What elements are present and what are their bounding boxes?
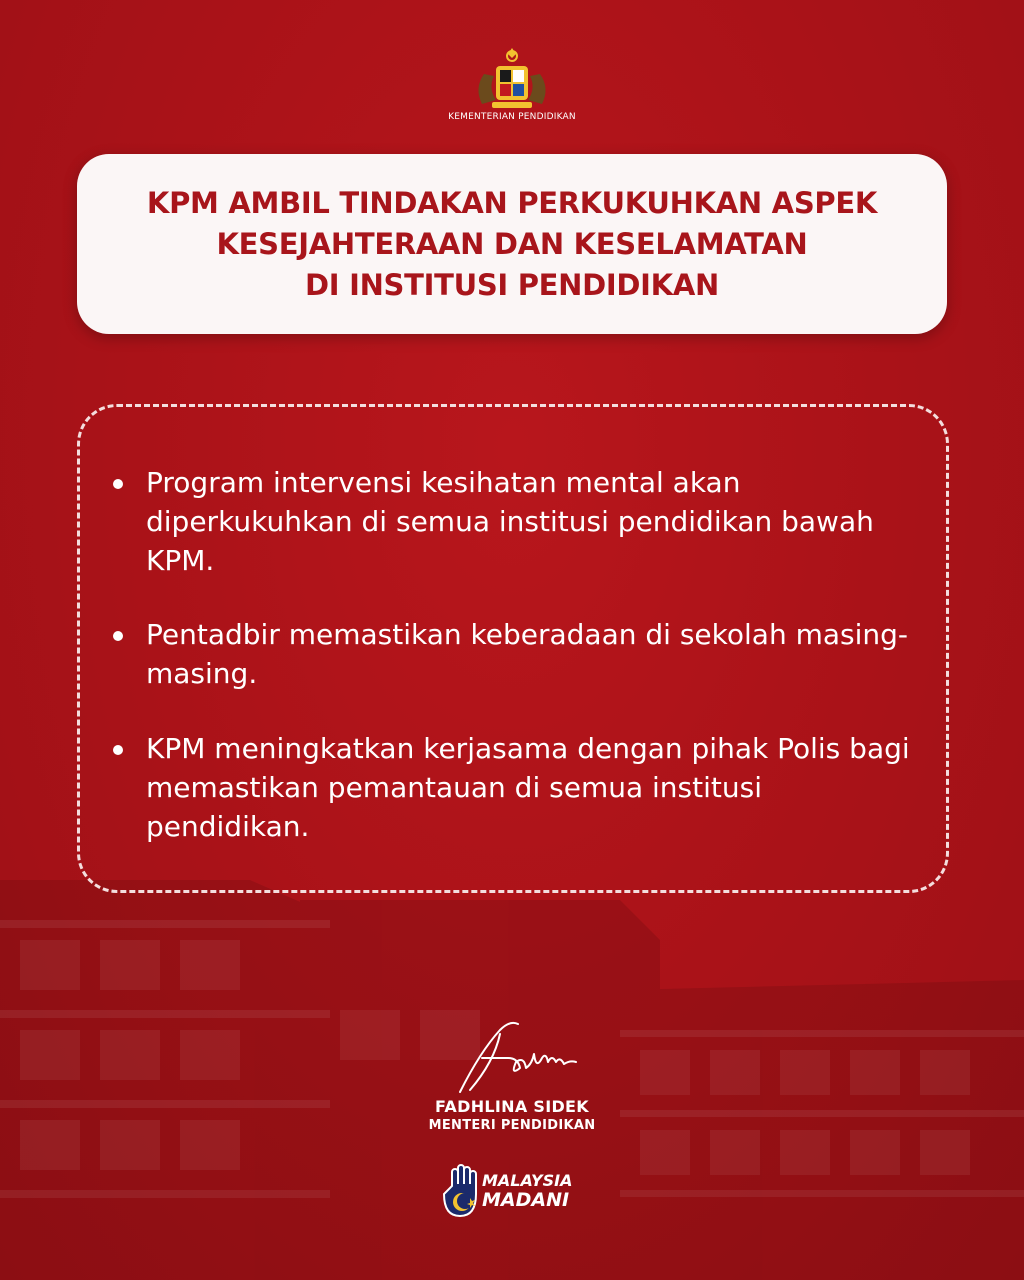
title-card xyxy=(77,154,947,334)
title-line-1: KPM AMBIL TINDAKAN PERKUKUHKAN ASPEK xyxy=(146,185,878,220)
signature-image xyxy=(440,1012,600,1102)
bullet-point-text: Program intervensi kesihatan mental akan diperkukuhkan di semua institusi pendidikan bawah KPM. xyxy=(146,466,874,577)
brand-line-2: MADANI xyxy=(482,1189,570,1211)
brand-line-1: MALAYSIA xyxy=(482,1171,573,1190)
bullet-point-1 xyxy=(113,463,913,580)
title-line-2: KESEJAHTERAAN DAN KESELAMATAN xyxy=(216,226,808,261)
minister-name: FADHLINA SIDEK xyxy=(435,1097,589,1116)
title-line-3: DI INSTITUSI PENDIDIKAN xyxy=(305,267,719,302)
bullet-icon xyxy=(113,479,123,489)
bullet-point-3 xyxy=(113,729,913,846)
bullet-point-text: KPM meningkatkan kerjasama dengan pihak Polis bagi memastikan pemantauan di semua institusi pendidikan. xyxy=(146,732,910,843)
ministry-label: KEMENTERIAN PENDIDIKAN xyxy=(448,112,576,122)
coat-of-arms-icon xyxy=(462,44,562,112)
bullet-point-text: Pentadbir memastikan keberadaan di sekolah masing-masing. xyxy=(146,618,909,690)
bullet-icon xyxy=(113,631,123,641)
malaysia-madani-logo-icon xyxy=(442,1164,486,1220)
minister-role: MENTERI PENDIDIKAN xyxy=(428,1118,596,1133)
bullet-icon xyxy=(113,745,123,755)
points-box xyxy=(77,404,949,893)
bullet-point-2 xyxy=(113,615,913,693)
